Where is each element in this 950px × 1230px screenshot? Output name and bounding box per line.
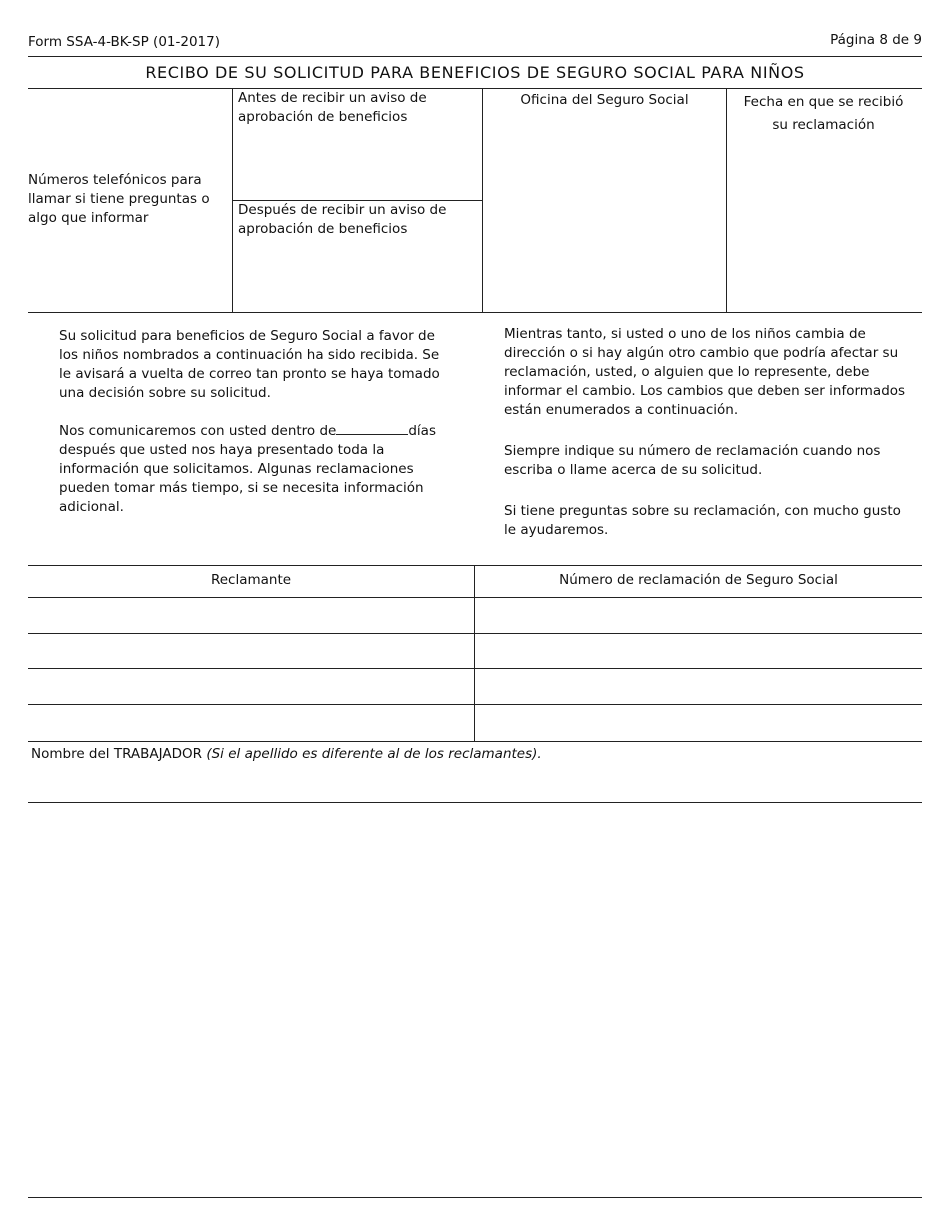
claim-number-field-3[interactable] xyxy=(475,669,921,703)
date-received-field[interactable] xyxy=(727,140,921,310)
table-top xyxy=(28,565,922,566)
worker-note: (Si el apellido es diferente al de los reclamantes). xyxy=(206,746,542,762)
after-approval-label: Después de recibir un aviso de aprobación de beneficios xyxy=(238,202,447,237)
claimant-field-1[interactable] xyxy=(29,598,473,632)
worker-name-field[interactable] xyxy=(29,768,921,800)
days-blank-field[interactable] xyxy=(336,421,408,435)
claimant-field-4[interactable] xyxy=(29,705,473,740)
claim-number-field-1[interactable] xyxy=(475,598,921,632)
claim-number-field-2[interactable] xyxy=(475,634,921,667)
claimant-header: Reclamante xyxy=(210,572,292,588)
contact-text-start: Nos comunicaremos con usted dentro de xyxy=(59,423,337,439)
help-paragraph: Si tiene preguntas sobre su reclamación, con mucho gusto le ayudaremos. xyxy=(504,503,901,538)
worker-label: Nombre del TRABAJADOR xyxy=(31,746,203,762)
header-divider xyxy=(28,56,922,57)
claim-number-field-4[interactable] xyxy=(475,705,921,740)
claim-number-header: Número de reclamación de Seguro Social xyxy=(559,572,838,588)
office-label: Oficina del Seguro Social xyxy=(520,92,689,108)
contact-text-end: días después que usted nos haya presentado toda la información que solicitamos. Algunas reclamaciones pueden tomar más tiempo, si se necesita información adicional. xyxy=(59,423,436,515)
phone-numbers-label: Números telefónicos para llamar si tiene preguntas o algo que informar xyxy=(28,172,210,226)
footer-divider xyxy=(28,1197,922,1198)
page-number: Página 8 de 9 xyxy=(830,32,922,48)
worker-line xyxy=(28,802,922,803)
table-bottom xyxy=(28,741,922,742)
claimant-field-2[interactable] xyxy=(29,634,473,667)
claimant-field-3[interactable] xyxy=(29,669,473,703)
receipt-paragraph: Su solicitud para beneficios de Seguro Social a favor de los niños nombrados a continuación ha sido recibida. Se le avisará a vuelta de correo tan pronto se haya tomado una decisión sobre su solicitud. xyxy=(59,328,440,401)
before-approval-field[interactable] xyxy=(233,130,481,198)
date-received-label: Fecha en que se recibió su reclamación xyxy=(743,94,904,133)
worker-name-label xyxy=(31,745,542,764)
before-approval-label: Antes de recibir un aviso de aprobación de beneficios xyxy=(238,90,427,125)
changes-paragraph: Mientras tanto, si usted o uno de los niños cambia de dirección o si hay algún otro cambio que podría afectar su reclamación, usted, o alguien que lo represente, debe informar el cambio. Los cambios que deben ser informados están enumerados a continuación. xyxy=(504,326,906,418)
form-id: Form SSA-4-BK-SP (01-2017) xyxy=(28,34,220,50)
contact-paragraph xyxy=(59,421,451,517)
after-approval-field[interactable] xyxy=(233,242,481,310)
office-field[interactable] xyxy=(483,115,725,310)
phone-box-bottom xyxy=(28,312,922,313)
claim-number-paragraph: Siempre indique su número de reclamación cuando nos escriba o llame acerca de su solicitud. xyxy=(504,443,881,478)
page-title: RECIBO DE SU SOLICITUD PARA BENEFICIOS DE SEGURO SOCIAL PARA NIÑOS xyxy=(145,63,805,82)
